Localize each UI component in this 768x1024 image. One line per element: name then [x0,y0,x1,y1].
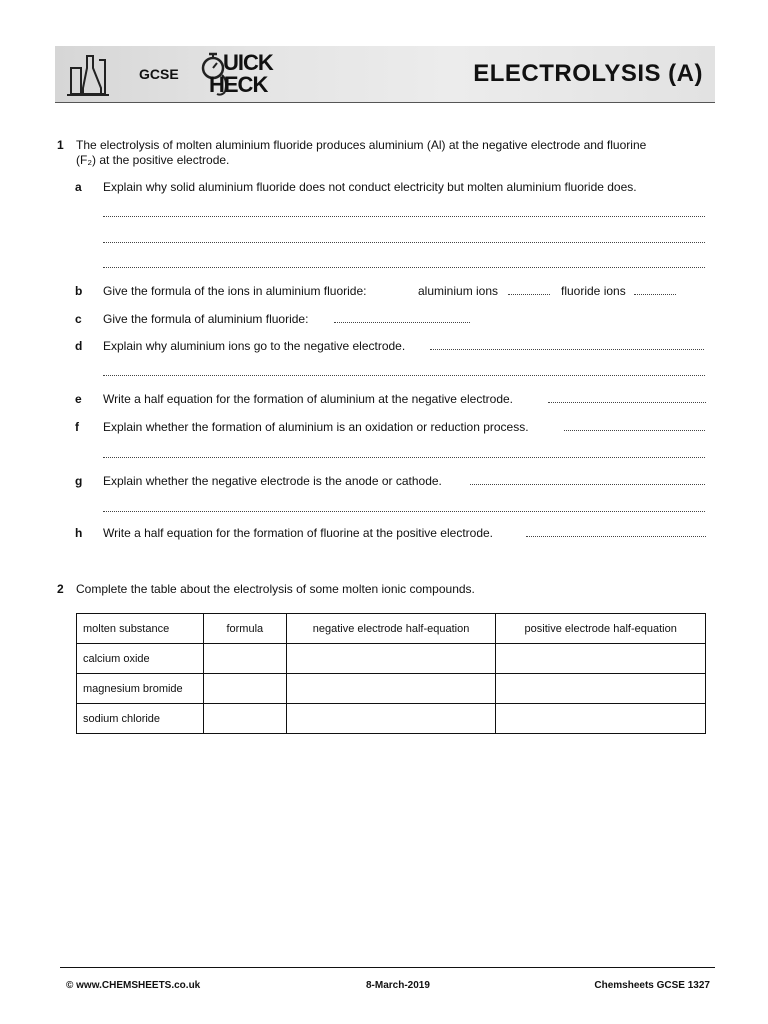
question-2-stem: Complete the table about the electrolysis of some molten ionic compounds. [76,582,475,596]
answer-line-g2[interactable] [103,510,705,512]
part-c-answer[interactable] [334,312,470,323]
part-g-answer-inline[interactable] [470,474,705,485]
part-e-letter: e [75,392,82,406]
part-d-text: Explain why aluminium ions go to the negative electrode. [103,339,406,353]
aluminium-ions-label: aluminium ions [418,284,499,298]
part-c-text: Give the formula of aluminium fluoride: [103,312,309,326]
part-c-letter: c [75,312,82,326]
substance-cell: sodium chloride [77,704,204,734]
formula-answer-cell[interactable] [203,704,286,734]
part-h-letter: h [75,526,83,540]
formula-answer-cell[interactable] [203,674,286,704]
aluminium-ions-answer[interactable] [508,284,550,295]
part-e-answer-inline[interactable] [548,392,706,403]
quick-check-logo [195,48,305,100]
part-a-letter: a [75,180,82,194]
answer-line-a3[interactable] [103,266,705,268]
table-row [77,674,706,704]
gcse-label: GCSE [139,66,179,82]
answer-line-a2[interactable] [103,241,705,243]
question-1-number: 1 [57,138,64,152]
part-g-letter: g [75,474,83,488]
footer-website: © www.CHEMSHEETS.co.uk [66,980,201,991]
question-2-number: 2 [57,582,64,596]
part-e-text: Write a half equation for the formation of aluminium at the negative electrode. [103,392,514,406]
part-f-text: Explain whether the formation of aluminium is an oxidation or reduction process. [103,420,529,434]
footer-divider [60,967,715,968]
negative-half-equation-cell[interactable] [286,704,496,734]
question-1-stem-line1: The electrolysis of molten aluminium fluoride produces aluminium (Al) at the negative electrode and fluorine [76,138,647,152]
table-row [77,644,706,674]
glassware-icon [65,50,111,98]
positive-half-equation-cell[interactable] [496,644,706,674]
part-d-letter: d [75,339,83,353]
table-header-cell: negative electrode half-equation [286,614,496,644]
answer-line-a1[interactable] [103,215,705,217]
positive-half-equation-cell[interactable] [496,674,706,704]
negative-half-equation-cell[interactable] [286,644,496,674]
logo-quick: UICK [223,50,273,75]
part-h-text: Write a half equation for the formation of fluorine at the positive electrode. [103,526,493,540]
footer-date: 8-March-2019 [366,980,430,991]
table-header-row [77,614,706,644]
fluoride-ions-label: fluoride ions [561,284,626,298]
footer-code: Chemsheets GCSE 1327 [594,980,710,991]
part-b-text: Give the formula of the ions in aluminium fluoride: [103,284,367,298]
part-d-answer-inline[interactable] [430,339,704,350]
negative-half-equation-cell[interactable] [286,674,496,704]
substance-cell: magnesium bromide [77,674,204,704]
worksheet-title: ELECTROLYSIS (A) [473,60,703,87]
part-b-letter: b [75,284,83,298]
formula-answer-cell[interactable] [203,644,286,674]
part-f-answer-inline[interactable] [564,420,705,431]
answer-line-f2[interactable] [103,456,705,458]
electrolysis-table [76,613,706,734]
part-f-letter: f [75,420,79,434]
table-header-cell: molten substance [77,614,204,644]
part-h-answer-inline[interactable] [526,526,706,537]
answer-line-d2[interactable] [103,374,705,376]
part-g-text: Explain whether the negative electrode is the anode or cathode. [103,474,442,488]
substance-cell: calcium oxide [77,644,204,674]
logo-check: HECK [209,72,268,97]
table-header-cell: positive electrode half-equation [496,614,706,644]
header-banner [55,46,715,103]
fluoride-ions-answer[interactable] [634,284,676,295]
positive-half-equation-cell[interactable] [496,704,706,734]
question-1-stem-line2: (F₂) at the positive electrode. [76,153,230,167]
table-row [77,704,706,734]
table-header-cell: formula [203,614,286,644]
part-a-text: Explain why solid aluminium fluoride does not conduct electricity but molten aluminium fluoride does. [103,180,637,194]
